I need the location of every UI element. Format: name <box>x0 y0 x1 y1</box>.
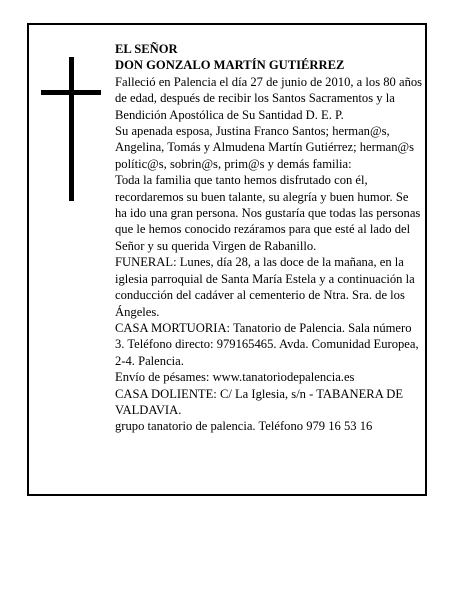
family-paragraph: Su apenada esposa, Justina Franco Santos; herman@s, Angelina, Tomás y Almudena Martín Gutiérrez; herman@s polític@s, sobrin@s, prim@s y demás familia: <box>115 124 415 171</box>
casa-doliente-paragraph: CASA DOLIENTE: C/ La Iglesia, s/n - TABANERA DE VALDAVIA. <box>115 386 404 417</box>
obituary-text <box>115 41 423 435</box>
deceased-name: DON GONZALO MARTÍN GUTIÉRREZ <box>115 58 345 73</box>
funeral-paragraph: FUNERAL: Lunes, día 28, a las doce de la mañana, en la iglesia parroquial de Santa María Estela y a continuación la conducción del cadáver al cementerio de Ntra. Sra. de los Ángeles. <box>115 255 415 319</box>
cross-icon-horizontal <box>41 90 101 95</box>
funeral-home-contact: grupo tanatorio de palencia. Teléfono 979 16 53 16 <box>115 419 373 434</box>
condolences-website: Envío de pésames: www.tanatoriodepalencia.es <box>115 370 355 385</box>
obituary-notice <box>27 23 427 496</box>
casa-mortuoria-paragraph: CASA MORTUORIA: Tanatorio de Palencia. Sala número 3. Teléfono directo: 979165465. Avda. Comunidad Europea, 2-4. Palencia. <box>115 320 419 368</box>
death-details-paragraph: Falleció en Palencia el día 27 de junio de 2010, a los 80 años de edad, después de recibir los Santos Sacramentos y la Bendición Apostólica de Su Santidad D. E. P. <box>115 74 423 122</box>
cross-icon-vertical <box>69 57 74 201</box>
notice-title: EL SEÑOR <box>115 42 178 56</box>
family-message-paragraph: Toda la familia que tanto hemos disfrutado con él, recordaremos su buen talante, su alegría y buen humor. Se ha ido una gran persona. Nos gustaría que todas las personas que le hemos conocido rezáramos para que esté al lado del Señor y su querida Virgen de Rabanillo. <box>115 173 421 253</box>
